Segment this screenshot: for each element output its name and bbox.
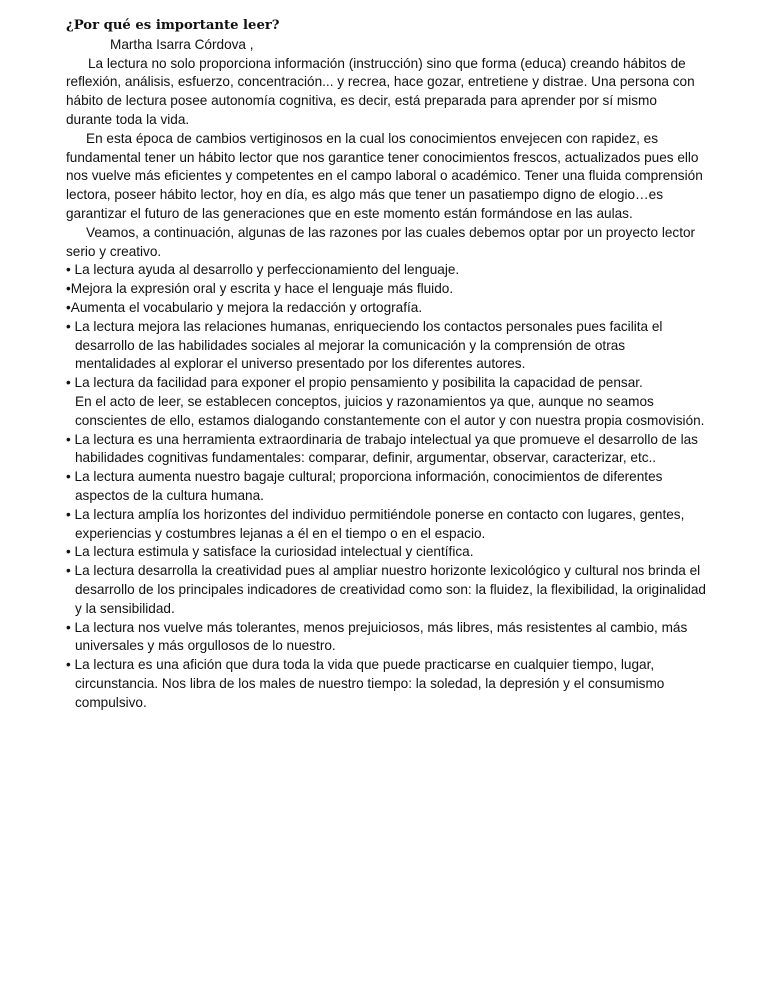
list-item: • La lectura nos vuelve más tolerantes, menos prejuiciosos, más libres, más resistentes al cambio, más universales y más orgullosos de lo nuestro.: [66, 619, 688, 654]
list-item: •Mejora la expresión oral y escrita y hace el lenguaje más fluido.: [66, 281, 454, 297]
reasons-list: [66, 261, 706, 712]
list-item: • La lectura amplía los horizontes del individuo permitiéndole ponerse en contacto con lugares, gentes, experiencias y costumbres lejanas a él en el tiempo o en el espacio.: [66, 506, 685, 541]
list-item: • La lectura estimula y satisface la curiosidad intelectual y científica.: [66, 544, 474, 560]
paragraph-intro: La lectura no solo proporciona información (instrucción) sino que forma (educa) creando hábitos de reflexión, análisis, esfuerzo, concentración... y recrea, hace gozar, entretiene y distrae. Una persona con hábito de lectura posee autonomía cognitiva, es decir, está preparada para aprender por sí mismo durante toda la vida.: [66, 55, 695, 127]
paragraph-context: En esta época de cambios vertiginosos en la cual los conocimientos envejecen con rapidez, es fundamental tener un hábito lector que nos garantice tener conocimientos frescos, actualizados pues ello nos vuelve más eficientes y competentes en el campo laboral o académico. Tener una fluida comprensión lectora, poseer hábito lector, hoy en día, es algo más que tener un pasatiempo digno de elogio…es garantizar el futuro de las generaciones que en este momento están formándose en las aulas.: [66, 130, 703, 221]
list-item: • La lectura aumenta nuestro bagaje cultural; proporciona información, conocimientos de diferentes aspectos de la cultura humana.: [66, 469, 663, 503]
list-item: • La lectura ayuda al desarrollo y perfeccionamiento del lenguaje.: [66, 262, 460, 278]
list-item: •Aumenta el vocabulario y mejora la redacción y ortografía.: [66, 299, 423, 315]
document-title: ¿Por qué es importante leer?: [66, 18, 280, 33]
list-item: • La lectura da facilidad para exponer el propio pensamiento y posibilita la capacidad de pensar.: [66, 375, 643, 391]
paragraph-reasons-intro: Veamos, a continuación, algunas de las razones por las cuales debemos optar por un proyecto lector serio y creativo.: [66, 224, 696, 259]
list-item: • La lectura mejora las relaciones humanas, enriqueciendo los contactos personales pues facilita el desarrollo de las habilidades sociales al mejorar la comunicación y la comprensión de otras mentalidades al explorar el universo presentado por los diferentes autores.: [66, 318, 663, 372]
list-item: • La lectura es una afición que dura toda la vida que puede practicarse en cualquier tiempo, lugar, circunstancia. Nos libra de los males de nuestro tiempo: la soledad, la depresión y el consumismo compulsivo.: [66, 657, 665, 710]
document-body: [66, 17, 706, 712]
list-item-continuation: En el acto de leer, se establecen conceptos, juicios y razonamientos ya que, aunque no seamos conscientes de ello, estamos dialogando constantemente con el autor y con nuestra propia cosmovisión.: [75, 393, 705, 428]
author-line: Martha Isarra Córdova ,: [110, 36, 254, 52]
list-item: • La lectura desarrolla la creatividad pues al ampliar nuestro horizonte lexicológico y cultural nos brinda el desarrollo de los principales indicadores de creatividad como son: la fluidez, la flexibilidad, la originalidad y la sensibilidad.: [66, 563, 706, 616]
list-item: • La lectura es una herramienta extraordinaria de trabajo intelectual ya que promueve el desarrollo de las habilidades cognitivas fundamentales: comparar, definir, argumentar, observar, caracterizar, etc..: [66, 431, 698, 466]
